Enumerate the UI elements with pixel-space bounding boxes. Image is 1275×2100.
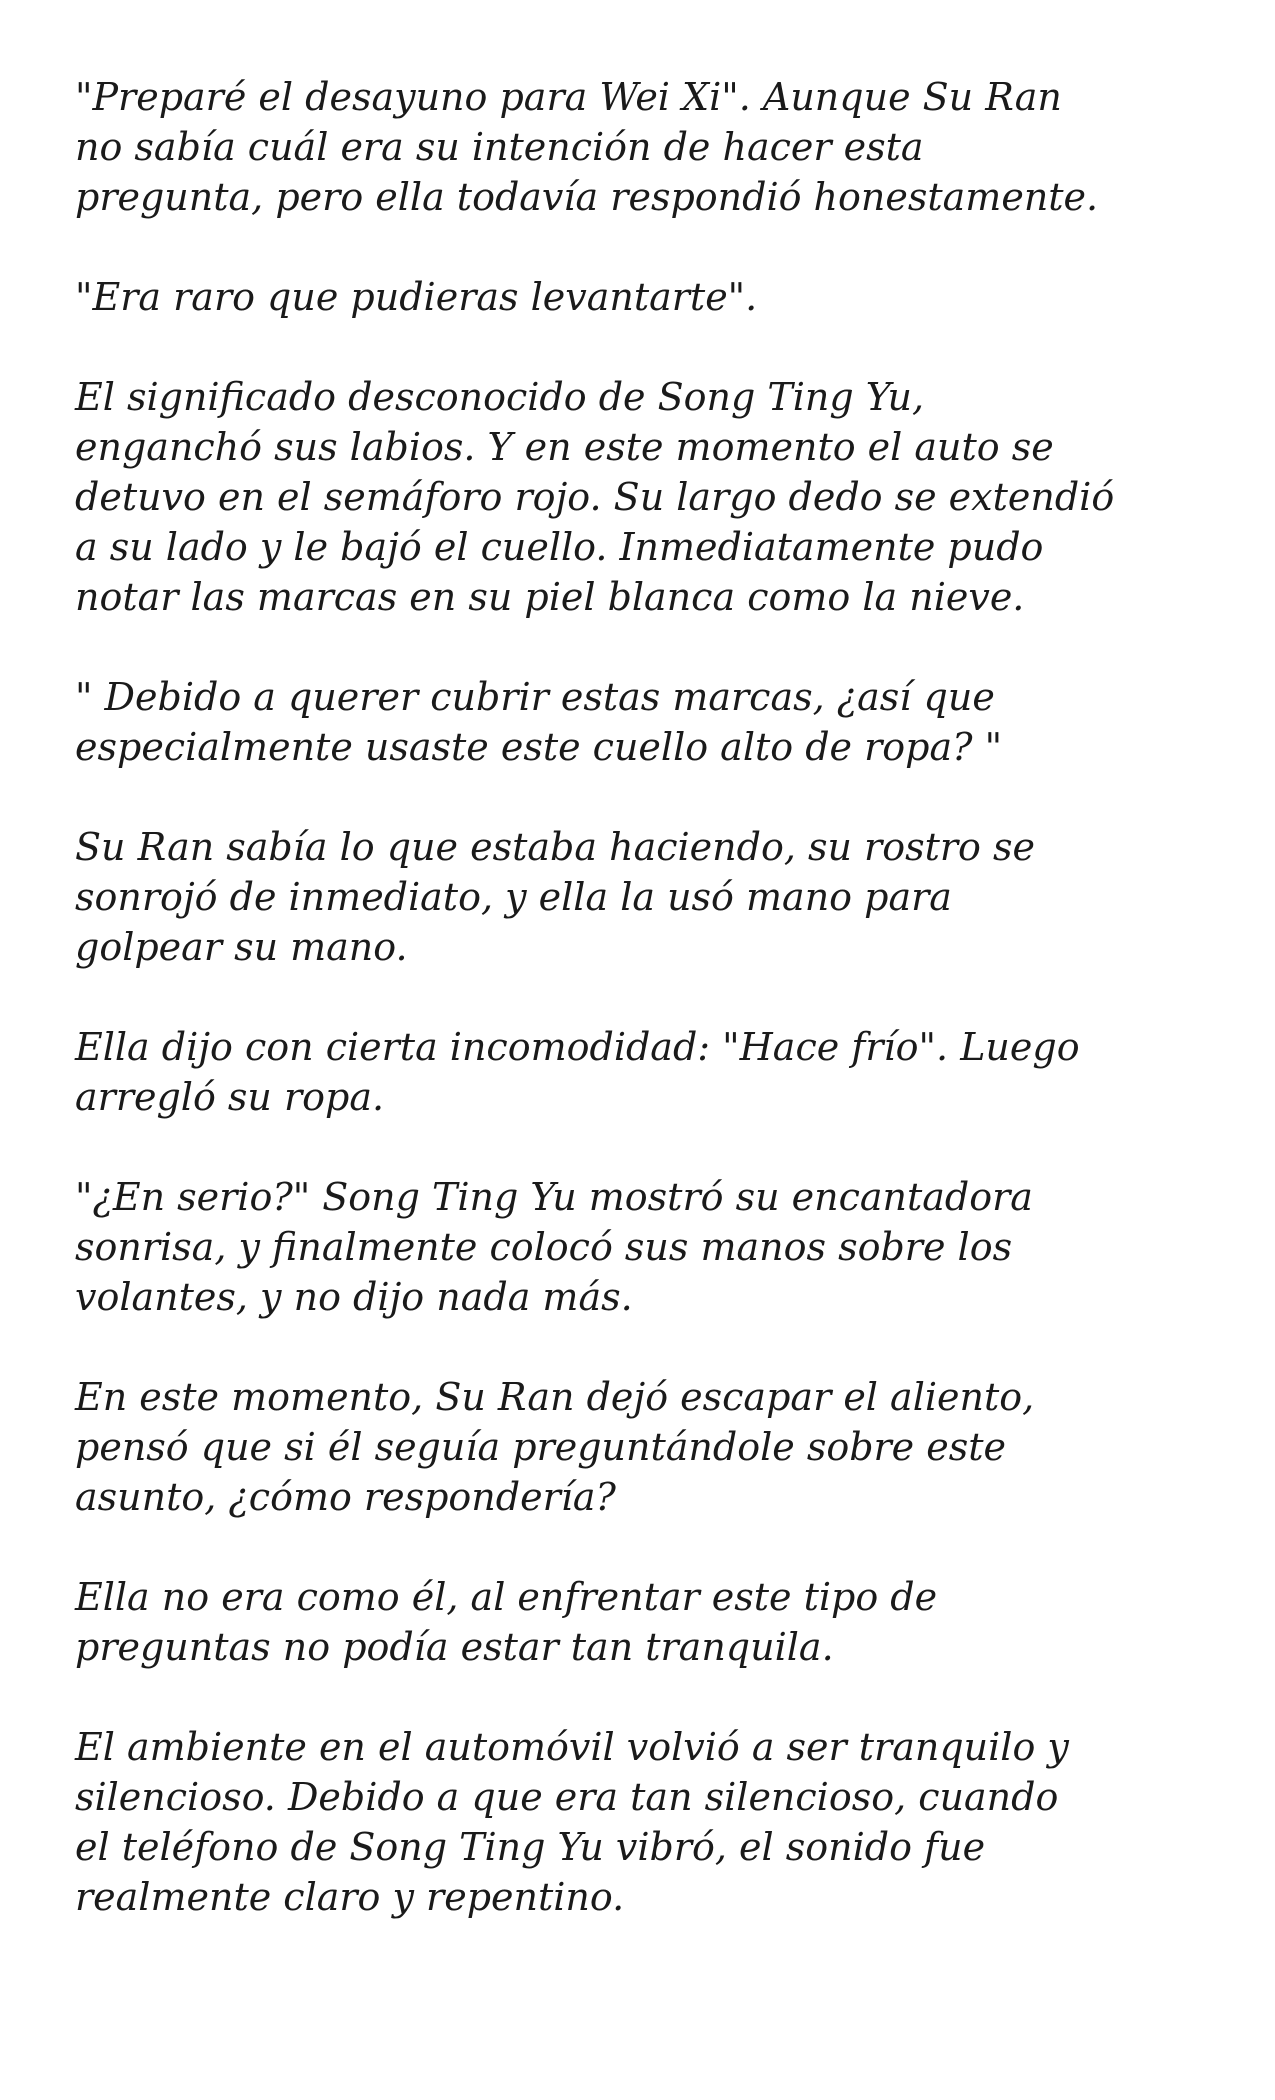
paragraph: "Preparé el desayuno para Wei Xi". Aunque Su Ran no sabía cuál era su intención de hacer esta pregunta, pero ella todavía respondió honestamente. (75, 75, 1099, 219)
paragraph: "¿En serio?" Song Ting Yu mostró su encantadora sonrisa, y finalmente colocó sus manos sobre los volantes, y no dijo nada más. (75, 1175, 1033, 1319)
paragraph: Ella dijo con cierta incomodidad: "Hace frío". Luego arregló su ropa. (75, 1025, 1080, 1119)
paragraph: Ella no era como él, al enfrentar este tipo de preguntas no podía estar tan tranquila. (75, 1575, 938, 1669)
paragraph: "Era raro que pudieras levantarte". (75, 275, 758, 319)
paragraph: El significado desconocido de Song Ting Yu, enganchó sus labios. Y en este momento el auto se detuvo en el semáforo rojo. Su largo dedo se extendió a su lado y le bajó el cuello. Inmediatamente pudo notar las marcas en su piel blanca como la nieve. (75, 375, 1115, 619)
text-column (75, 72, 1225, 1972)
paragraph: Su Ran sabía lo que estaba haciendo, su rostro se sonrojó de inmediato, y ella la usó mano para golpear su mano. (75, 825, 1035, 969)
paragraph: En este momento, Su Ran dejó escapar el aliento, pensó que si él seguía preguntándole sobre este asunto, ¿cómo respondería? (75, 1375, 1035, 1519)
paragraph: El ambiente en el automóvil volvió a ser tranquilo y silencioso. Debido a que era tan silencioso, cuando el teléfono de Song Ting Yu vibró, el sonido fue realmente claro y repentino. (75, 1725, 1069, 1919)
paragraph: " Debido a querer cubrir estas marcas, ¿así que especialmente usaste este cuello alto de ropa? " (75, 675, 1003, 769)
